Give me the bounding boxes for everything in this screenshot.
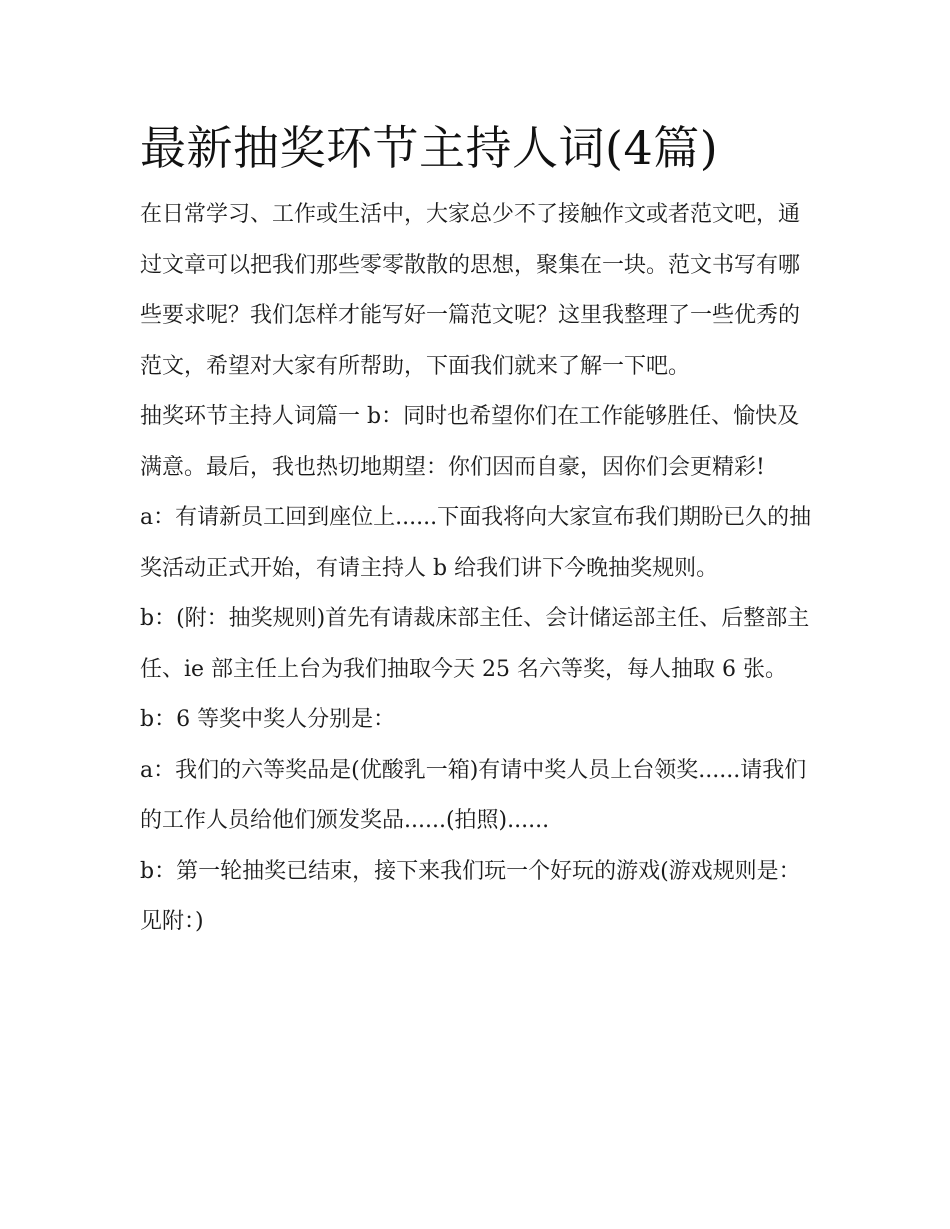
document-page (140, 112, 812, 948)
speech-paragraph: a：我们的六等奖品是(优酸乳一箱)有请中奖人员上台领奖......请我们的工作人员给他们颁发奖品......(拍照)...... (140, 757, 807, 833)
speech-paragraph: a：有请新员工回到座位上......下面我将向大家宣布我们期盼已久的抽奖活动正式开始，有请主持人 b 给我们讲下今晚抽奖规则。 (140, 505, 812, 581)
speech-paragraph: b：(附：抽奖规则)首先有请裁床部主任、会计储运部主任、后整部主任、ie 部主任上台为我们抽取今天 25 名六等奖，每人抽取 6 张。 b：6 等奖中奖人分别是： (140, 606, 810, 732)
intro-paragraph: 在日常学习、工作或生活中，大家总少不了接触作文或者范文吧，通过文章可以把我们那些零零散散的思想，聚集在一块。范文书写有哪些要求呢？我们怎样才能写好一篇范文呢？这里我整理了一些优秀的范文，希望对大家有所帮助，下面我们就来了解一下吧。 (140, 202, 801, 379)
speech-paragraph: 抽奖环节主持人词篇一 b：同时也希望你们在工作能够胜任、愉快及满意。最后，我也热切地期望：你们因而自豪，因你们会更精彩! (140, 404, 800, 480)
document-title: 最新抽奖环节主持人词(4篇) (140, 121, 719, 175)
document-body (140, 190, 812, 948)
speech-paragraph: b：第一轮抽奖已结束，接下来我们玩一个好玩的游戏(游戏规则是：见附：) (140, 858, 801, 934)
